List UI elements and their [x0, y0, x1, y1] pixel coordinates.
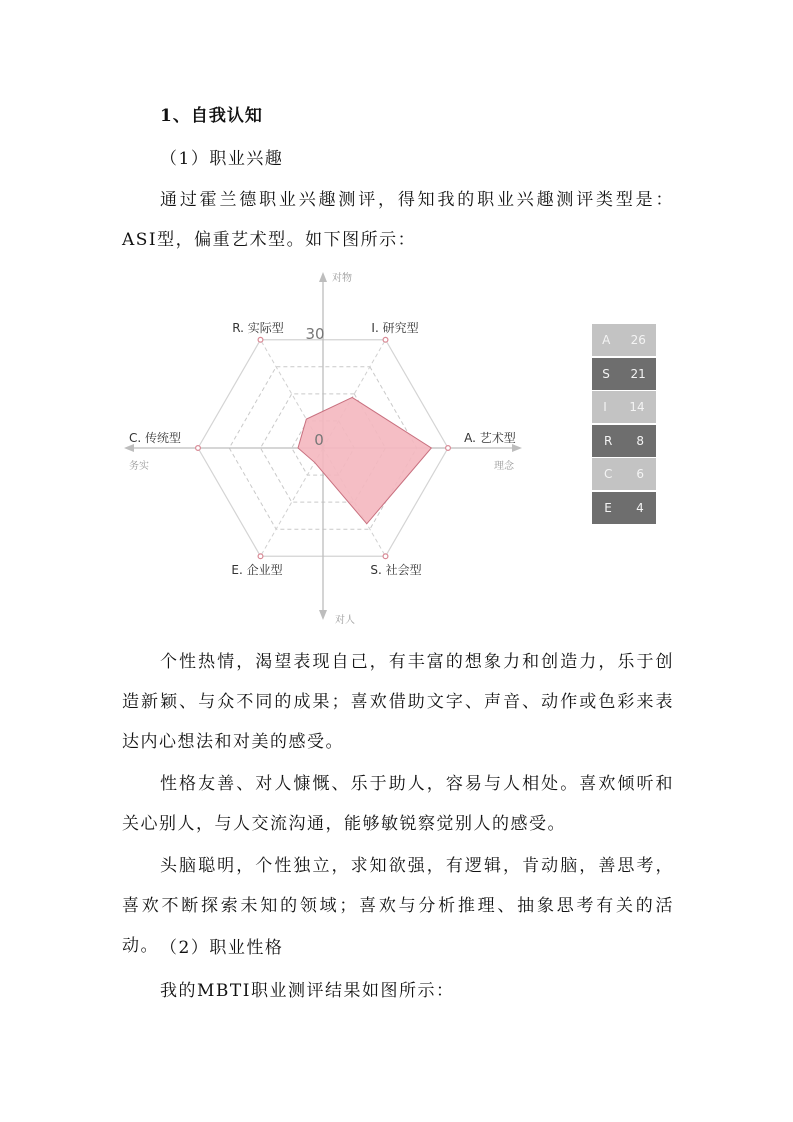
ranking-score: 4	[636, 500, 644, 515]
score-ranking	[592, 324, 656, 525]
subsection-heading-personality: （2）职业性格	[160, 938, 284, 958]
paragraph-investigative: 头脑聪明，个性独立，求知欲强，有逻辑，肯动脑，善思考，喜欢不断探索未知的领域；喜欢与分析推理、抽象思考有关的活动。	[122, 856, 674, 956]
paragraph-social: 性格友善、对人慷慨、乐于助人，容易与人相处。喜欢倾听和关心别人，与人交流沟通，能够敏锐察觉别人的感受。	[122, 774, 674, 834]
ranking-code: S	[602, 366, 610, 381]
ranking-code: I	[603, 400, 607, 414]
paragraph-artistic: 个性热情，渴望表现自己，有丰富的想象力和创造力，乐于创造新颖、与众不同的成果；喜欢借助文字、声音、动作或色彩来表达内心想法和对美的感受。	[122, 652, 674, 752]
ranking-row	[592, 358, 656, 390]
arrow-right-icon	[512, 444, 522, 452]
axis-end-marker	[196, 446, 201, 451]
tick-label-max: 30	[305, 325, 325, 343]
ranking-code: R	[604, 433, 613, 448]
axis-end-marker	[446, 446, 451, 451]
axis-end-marker	[383, 554, 388, 559]
ranking-score: 6	[636, 467, 644, 481]
axis-label: C. 传统型	[128, 431, 182, 445]
axis-label: S. 社会型	[370, 563, 422, 577]
axis-label: I. 研究型	[371, 321, 419, 335]
ranking-row	[592, 324, 656, 356]
arrow-left-icon	[124, 444, 134, 452]
tick-label-min: 0	[314, 431, 324, 449]
intro-paragraph: 通过霍兰德职业兴趣测评，得知我的职业兴趣测评类型是：ASI型，偏重艺术型。如下图所示：	[122, 190, 674, 250]
axis-end-marker	[383, 337, 388, 342]
ranking-score: 14	[629, 400, 645, 414]
section-heading: 1、自我认知	[160, 106, 263, 126]
series-area	[298, 397, 431, 523]
ranking-row	[592, 391, 656, 423]
ranking-score: 21	[630, 366, 646, 381]
ranking-row	[592, 425, 656, 457]
dimension-label: 理念	[494, 461, 514, 472]
dimension-label: 对人	[335, 615, 355, 626]
ranking-code: C	[603, 467, 613, 481]
ranking-row	[592, 458, 656, 490]
subsection-heading-interest: （1）职业兴趣	[160, 149, 284, 169]
dimension-label: 务实	[129, 461, 149, 472]
ranking-code: E	[604, 500, 612, 515]
axis-label: E. 企业型	[231, 563, 283, 577]
ranking-score: 26	[630, 333, 646, 347]
axis-end-marker	[258, 554, 263, 559]
axis-label: R. 实际型	[232, 321, 284, 335]
holland-radar-chart	[110, 262, 540, 632]
axis-label: A. 艺术型	[464, 431, 516, 445]
axis-end-marker	[258, 337, 263, 342]
dimension-label: 对物	[332, 273, 352, 284]
ranking-code: A	[602, 333, 611, 347]
arrow-down-icon	[319, 610, 327, 620]
ranking-row	[592, 492, 656, 524]
ranking-score: 8	[636, 433, 644, 448]
arrow-up-icon	[319, 272, 327, 282]
paragraph-mbti: 我的MBTI职业测评结果如图所示：	[160, 981, 455, 1001]
